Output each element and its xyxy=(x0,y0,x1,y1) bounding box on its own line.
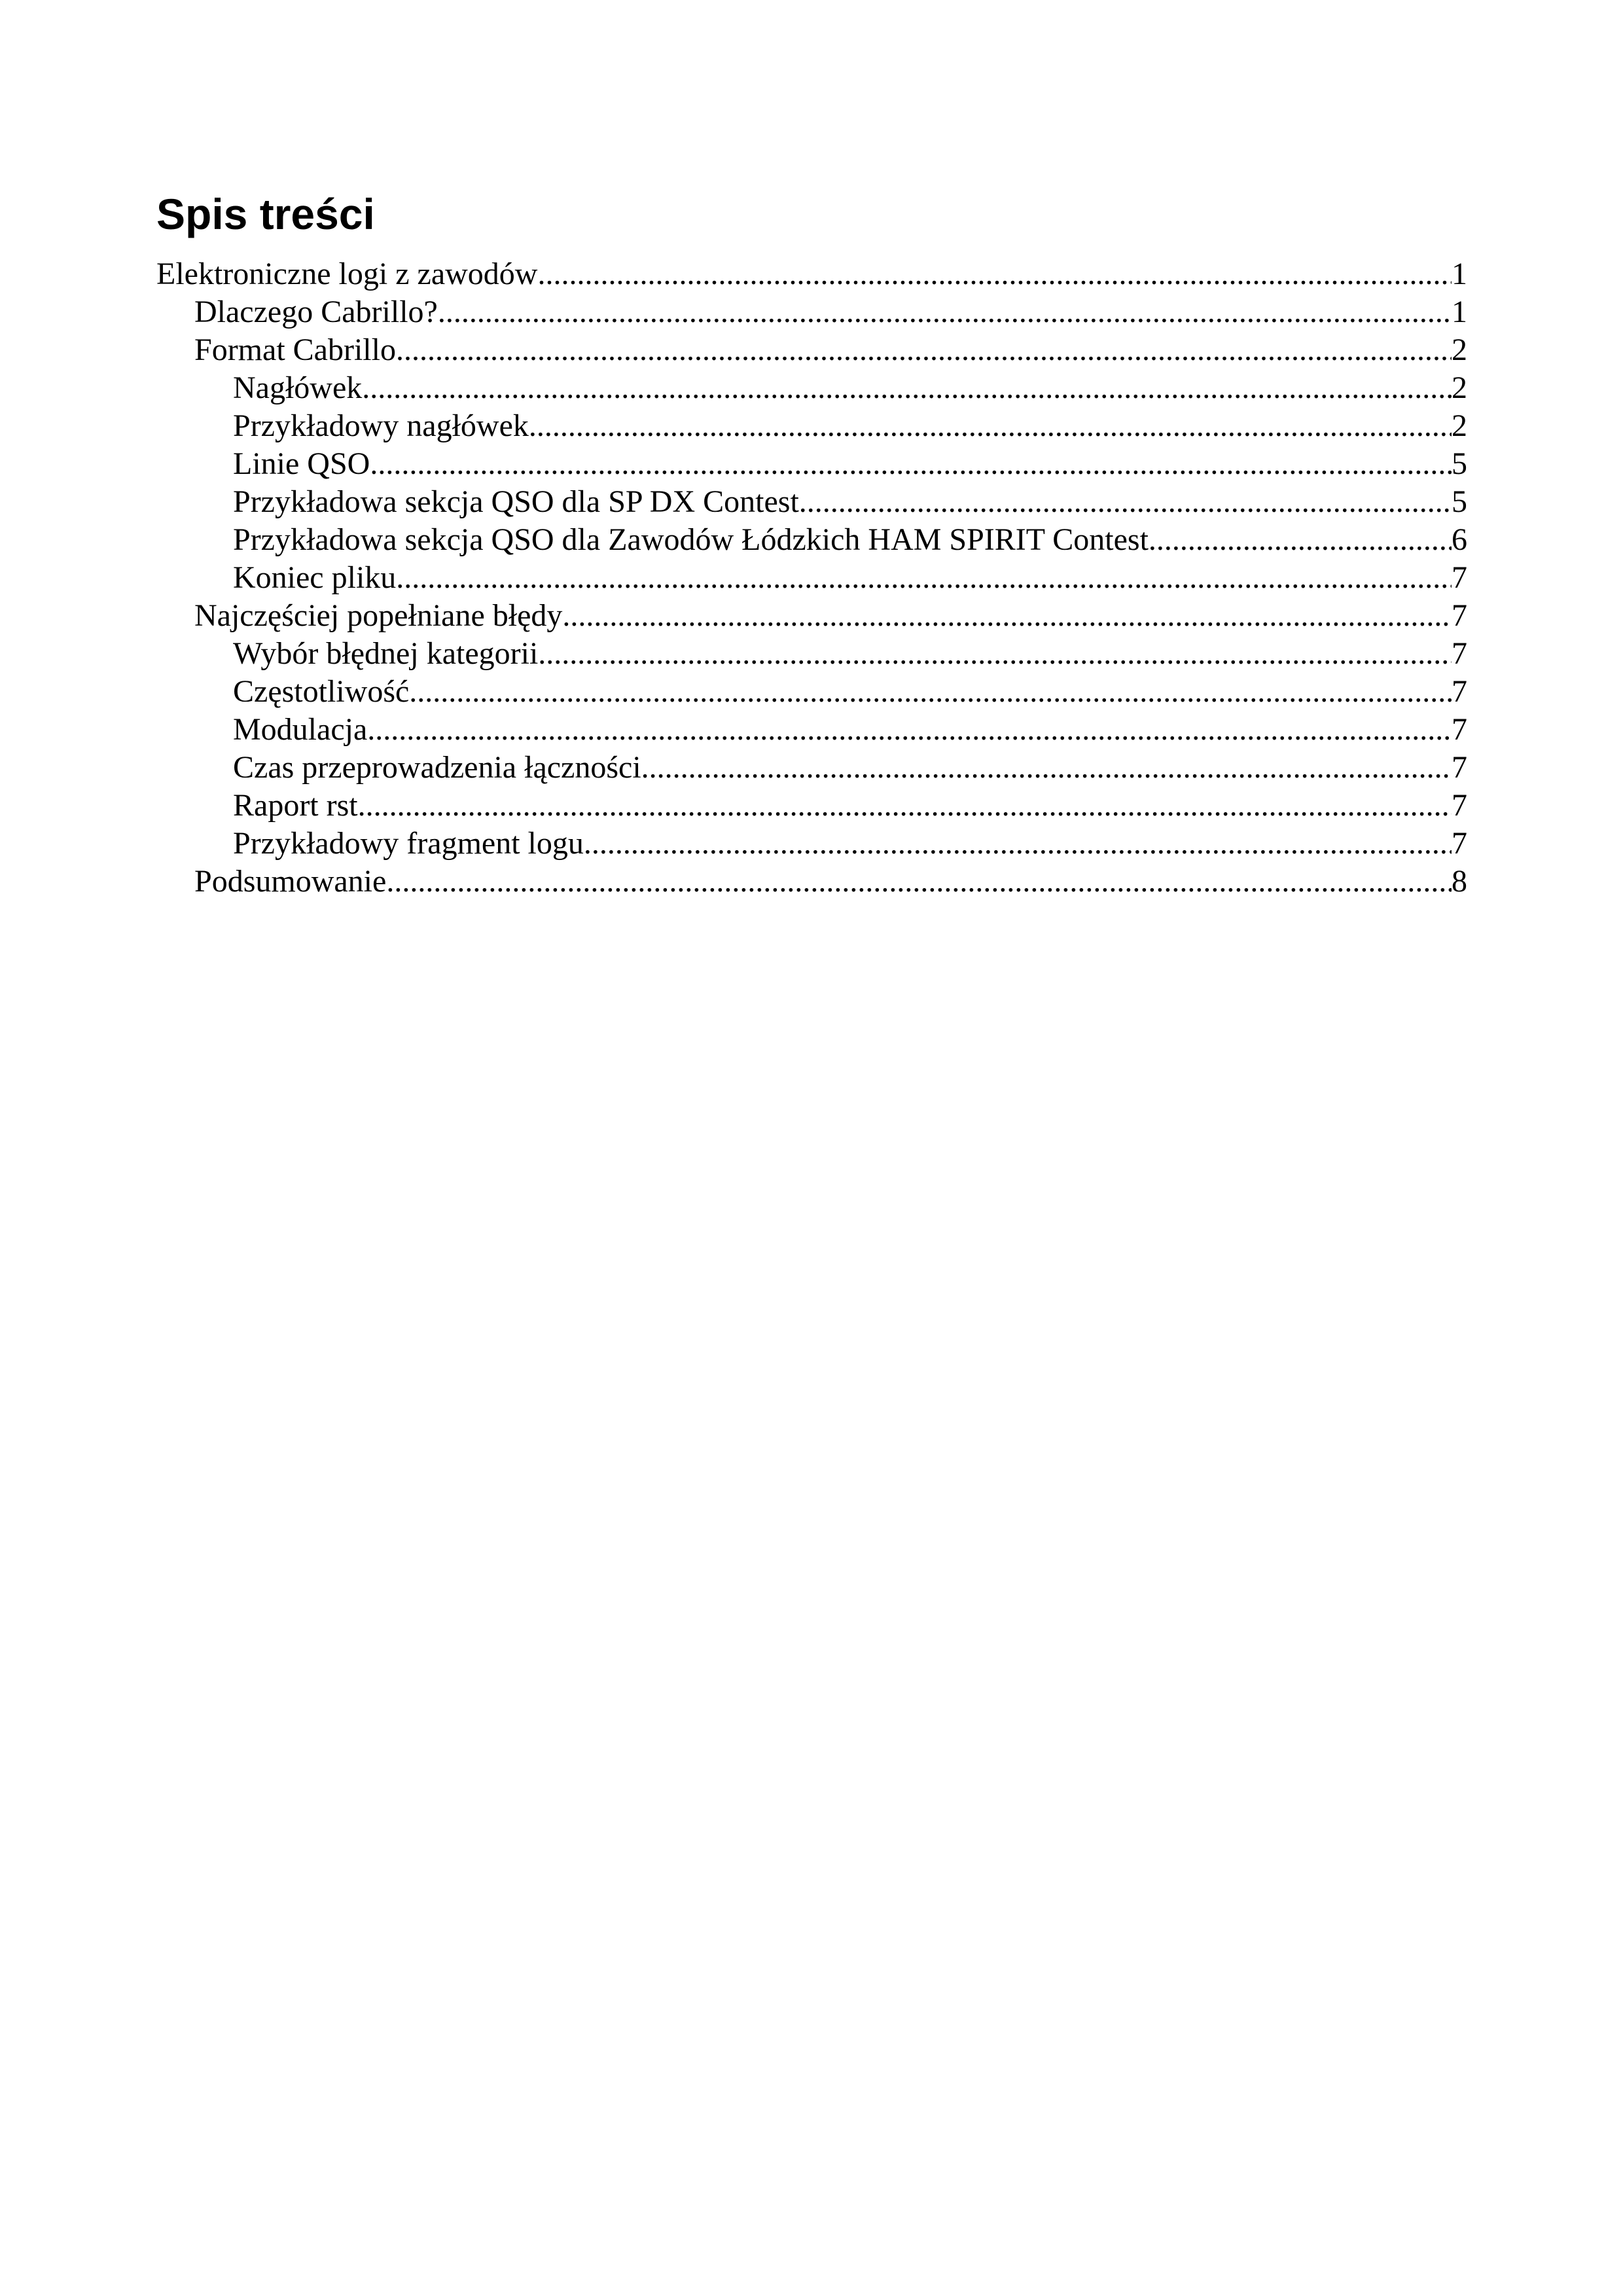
toc-entry-label[interactable]: Modulacja xyxy=(233,712,368,747)
toc-entry-page-number[interactable]: 2 xyxy=(1452,370,1467,405)
toc-entry[interactable] xyxy=(156,331,1467,369)
toc-entry-page-number[interactable]: 2 xyxy=(1452,332,1467,367)
toc-entry-page-number[interactable]: 7 xyxy=(1452,674,1467,709)
toc-entry[interactable] xyxy=(156,863,1467,901)
toc-entry[interactable] xyxy=(156,293,1467,331)
toc-entry-page-number[interactable]: 6 xyxy=(1452,522,1467,557)
toc-entry-page-number[interactable]: 2 xyxy=(1452,408,1467,443)
toc-entry-label[interactable]: Czas przeprowadzenia łączności xyxy=(233,750,641,785)
toc-entry[interactable] xyxy=(156,597,1467,635)
toc-title: Spis treści xyxy=(156,190,375,238)
toc-entry-page-number[interactable]: 7 xyxy=(1452,598,1467,633)
toc-dot-leader xyxy=(641,749,1452,787)
toc-entry-page-number[interactable]: 5 xyxy=(1452,446,1467,481)
toc-entry-page-number[interactable]: 1 xyxy=(1452,257,1467,291)
toc-entry[interactable] xyxy=(156,369,1467,407)
toc-dot-leader xyxy=(538,635,1452,673)
toc-entry-page-number[interactable]: 7 xyxy=(1452,788,1467,823)
toc-entry-label[interactable]: Dlaczego Cabrillo? xyxy=(194,295,438,329)
toc-entry-page-number[interactable]: 7 xyxy=(1452,712,1467,747)
toc-entry-label[interactable]: Częstotliwość xyxy=(233,674,410,709)
toc-dot-leader xyxy=(1149,521,1452,559)
toc-entry-label[interactable]: Elektroniczne logi z zawodów xyxy=(156,257,538,291)
toc-entry-label[interactable]: Przykładowy nagłówek xyxy=(233,408,529,443)
toc-dot-leader xyxy=(438,293,1452,331)
toc-dot-leader xyxy=(529,407,1452,445)
toc-entry-label[interactable]: Przykładowa sekcja QSO dla SP DX Contest xyxy=(233,484,799,519)
toc-entry[interactable] xyxy=(156,407,1467,445)
toc-dot-leader xyxy=(409,673,1452,711)
toc-dot-leader xyxy=(396,331,1452,369)
toc-entry-label[interactable]: Raport rst xyxy=(233,788,358,823)
toc-entry[interactable] xyxy=(156,825,1467,863)
toc-dot-leader xyxy=(537,255,1452,293)
toc-entry[interactable] xyxy=(156,635,1467,673)
toc-list xyxy=(156,255,1467,901)
toc-entry-label[interactable]: Koniec pliku xyxy=(233,560,397,595)
toc-dot-leader xyxy=(358,787,1452,825)
toc-entry[interactable] xyxy=(156,711,1467,749)
toc-dot-leader xyxy=(386,863,1452,901)
toc-entry[interactable] xyxy=(156,559,1467,597)
toc-entry-label[interactable]: Podsumowanie xyxy=(194,864,387,899)
toc-entry-page-number[interactable]: 1 xyxy=(1452,295,1467,329)
toc-entry-label[interactable]: Format Cabrillo xyxy=(194,332,396,367)
toc-dot-leader xyxy=(584,825,1452,863)
toc-entry-label[interactable]: Wybór błędnej kategorii xyxy=(233,636,539,671)
toc-dot-leader xyxy=(362,369,1452,407)
toc-entry-label[interactable]: Przykładowy fragment logu xyxy=(233,826,584,861)
toc-dot-leader xyxy=(367,711,1452,749)
toc-entry[interactable] xyxy=(156,749,1467,787)
toc-dot-leader xyxy=(562,597,1452,635)
toc-entry-label[interactable]: Przykładowa sekcja QSO dla Zawodów Łódzkich HAM SPIRIT Contest xyxy=(233,522,1149,557)
toc-entry-label[interactable]: Najczęściej popełniane błędy xyxy=(194,598,563,633)
toc-entry[interactable] xyxy=(156,445,1467,483)
toc-dot-leader xyxy=(799,483,1452,521)
toc-entry[interactable] xyxy=(156,483,1467,521)
toc-entry-label[interactable]: Linie QSO xyxy=(233,446,370,481)
toc-entry-page-number[interactable]: 5 xyxy=(1452,484,1467,519)
toc-entry[interactable] xyxy=(156,521,1467,559)
toc-dot-leader xyxy=(370,445,1452,483)
toc-entry[interactable] xyxy=(156,255,1467,293)
toc-entry[interactable] xyxy=(156,787,1467,825)
toc-entry-page-number[interactable]: 7 xyxy=(1452,750,1467,785)
toc-dot-leader xyxy=(396,559,1452,597)
toc-entry-page-number[interactable]: 7 xyxy=(1452,636,1467,671)
toc-entry-page-number[interactable]: 7 xyxy=(1452,826,1467,861)
toc-entry-page-number[interactable]: 7 xyxy=(1452,560,1467,595)
toc-entry-page-number[interactable]: 8 xyxy=(1452,864,1467,899)
toc-entry-label[interactable]: Nagłówek xyxy=(233,370,363,405)
toc-entry[interactable] xyxy=(156,673,1467,711)
